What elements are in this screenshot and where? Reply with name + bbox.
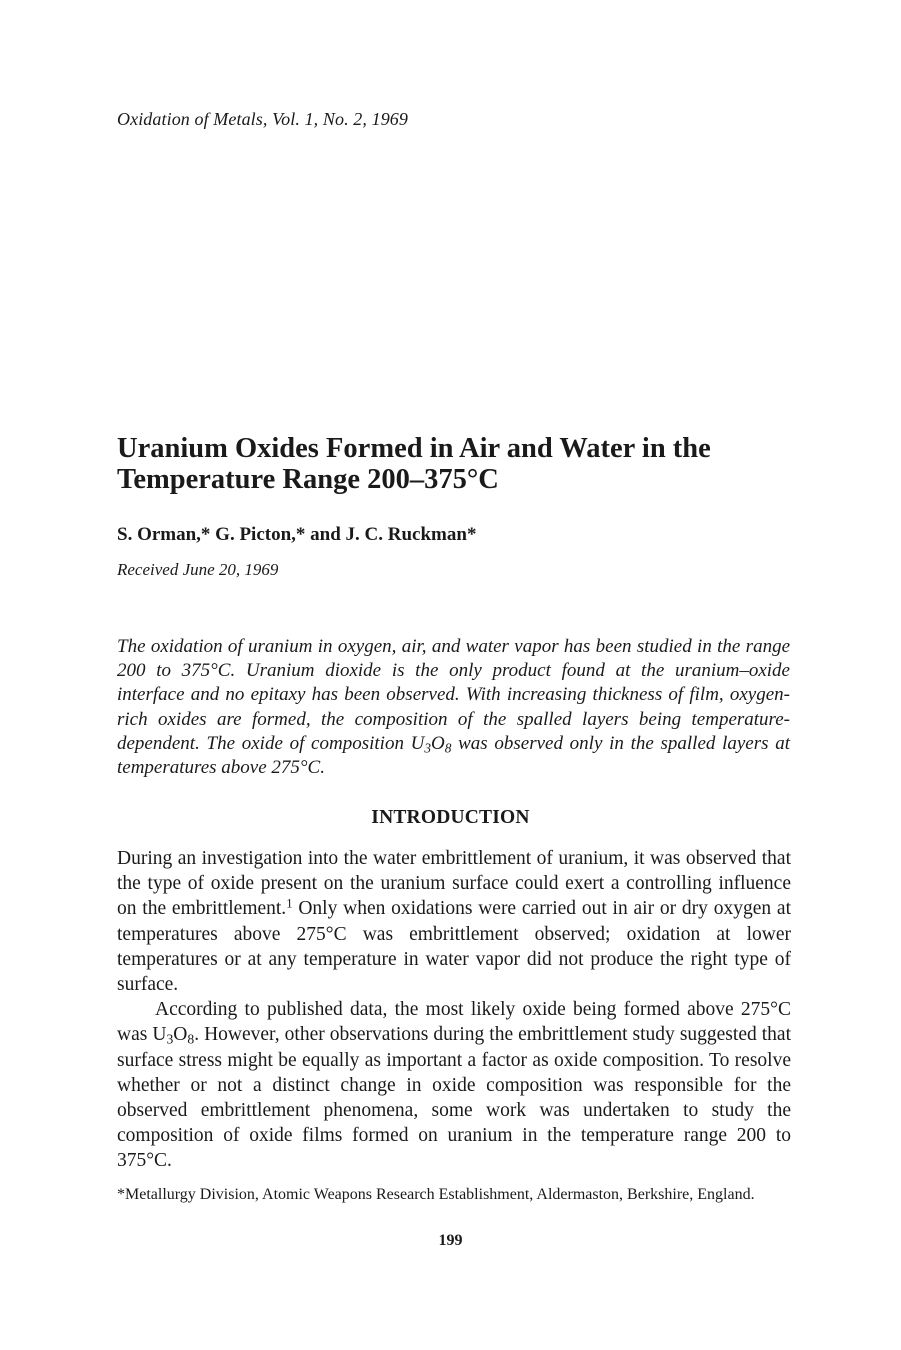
affiliation-footnote: *Metallurgy Division, Atomic Weapons Research Establishment, Aldermaston, Berkshire, England. [117, 1186, 755, 1203]
paragraph-1-text-1: During an investigation into the water embrittlement of uranium, it was observed that the type of oxide present on the uranium surface could exert a controlling influence on the embrittlement. [117, 848, 791, 920]
journal-citation: Oxidation of Metals, Vol. 1, No. 2, 1969 [117, 109, 408, 129]
page-number: 199 [438, 1232, 463, 1249]
reference-marker: 1 [286, 897, 293, 912]
paragraph [117, 846, 791, 997]
paper-title [117, 433, 797, 495]
abstract-text-mid: O [431, 732, 445, 754]
abstract [117, 635, 790, 780]
paragraph-2-subscript-2: 8 [187, 1031, 195, 1047]
paragraph-2-subscript-1: 3 [166, 1031, 174, 1047]
received-date: Received June 20, 1969 [117, 560, 279, 579]
paragraph-2-text-2: . However, other observations during the embrittlement study suggested that surface stress might be equally as important a factor as oxide composition. To resolve whether or not a distinct change in oxide composition was responsible for the observed embrittlement phenomena, some work was undertaken to study the composition of oxide films formed on uranium in the temperature range 200 to 375°C. [117, 1024, 791, 1172]
paragraph-1-text-2: Only when oxidations were carried out in air or dry oxygen at temperatures above 275°C was embrittlement observed; oxidation at lower temperatures or at any temperature in water vapor did not produce the right type of surface. [117, 898, 791, 996]
abstract-text-2: was observed only in the spalled layers at temperatures above 275°C. [117, 732, 790, 779]
title-line-1: Uranium Oxides Formed in Air and Water in the [117, 433, 711, 464]
paragraph-2-text-mid: O [173, 1024, 188, 1046]
abstract-subscript-2: 8 [444, 740, 452, 756]
introduction-body [117, 846, 791, 1174]
paragraph [117, 997, 791, 1173]
paragraph-2-text-1: According to published data, the most likely oxide being formed above 275°C was U [117, 999, 791, 1046]
abstract-text-1: The oxidation of uranium in oxygen, air, and water vapor has been studied in the range 200 to 375°C. Uranium dioxide is the only product found at the uranium–oxide interface and no epitaxy has been observed. With increasing thickness of film, oxygen-rich oxides are formed, the composition of the spalled layers being temperature-dependent. The oxide of composition U [117, 636, 790, 754]
author-list: S. Orman,* G. Picton,* and J. C. Ruckman* [117, 524, 477, 545]
abstract-subscript-1: 3 [424, 740, 432, 756]
title-line-2: Temperature Range 200–375°C [117, 464, 499, 495]
section-heading-introduction: INTRODUCTION [371, 807, 530, 828]
